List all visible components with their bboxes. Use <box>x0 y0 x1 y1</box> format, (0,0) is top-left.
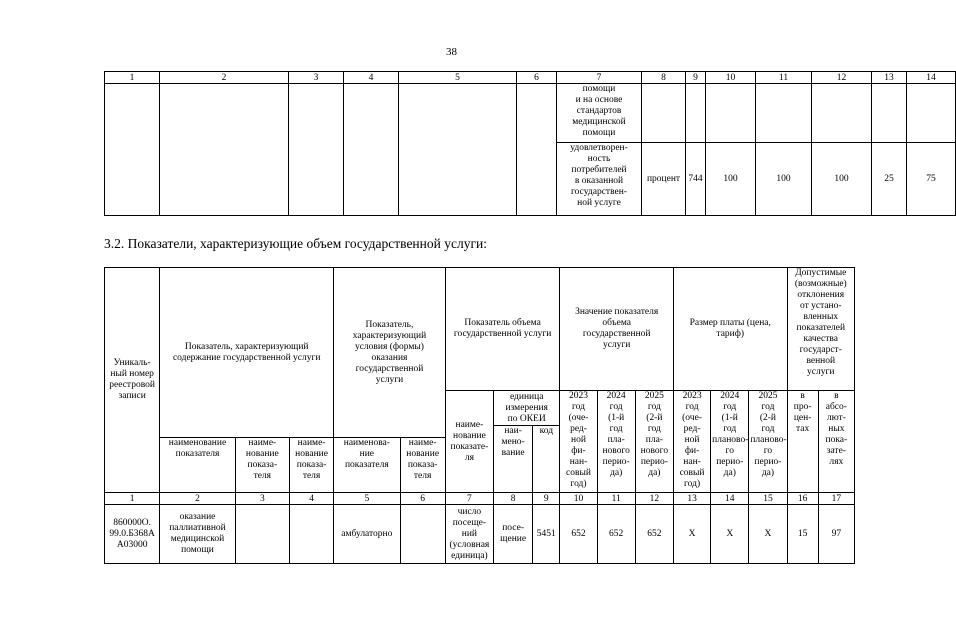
col-number: 10 <box>560 493 597 505</box>
col-number: 13 <box>673 493 710 505</box>
col-number: 10 <box>706 72 756 84</box>
header-fee-size: Размер платы (цена, тариф) <box>673 268 787 391</box>
header-content-indicator: Показатель, характеризующий содержание государственной услуги <box>160 268 334 438</box>
col-number: 3 <box>235 493 289 505</box>
col-number: 7 <box>445 493 493 505</box>
indicator-name-cell: число посеще- ний (условная единица) <box>445 505 493 564</box>
indicator-name-cell: удовлетворен- ность потребителей в оказанной государствен- ной услуге <box>557 143 642 216</box>
col-number: 4 <box>344 72 399 84</box>
okei-code-cell: 744 <box>686 143 706 216</box>
header-condition-name-2: наиме- нование показа- теля <box>400 438 445 493</box>
col-number: 11 <box>597 493 635 505</box>
header-content-name-2: наиме- нование показа- теля <box>235 438 289 493</box>
header-condition-name-1: наименова- ние показателя <box>334 438 400 493</box>
header-volume-indicator: Показатель объема государственной услуги <box>445 268 560 391</box>
value-cell: 100 <box>756 143 812 216</box>
quality-indicators-table <box>104 71 956 216</box>
col-number: 17 <box>818 493 854 505</box>
col-number: 1 <box>105 72 160 84</box>
header-year-2025: 2025 год (2-й год пла- нового перио- да) <box>635 391 673 493</box>
header-indicator-value: Значение показателя объема государственной услуги <box>560 268 674 391</box>
condition-name-cell: амбулаторно <box>334 505 400 564</box>
page-number: 38 <box>446 46 457 58</box>
fee-cell: Х <box>749 505 787 564</box>
content-name-cell: оказание паллиативной медицинской помощи <box>160 505 235 564</box>
col-number: 12 <box>635 493 673 505</box>
header-deviation-absolute: в абсо- лют- ных пока- зате- лях <box>818 391 854 493</box>
fee-cell: Х <box>673 505 710 564</box>
col-number: 16 <box>787 493 818 505</box>
col-number: 3 <box>289 72 344 84</box>
col-number: 6 <box>517 72 557 84</box>
header-year-2023: 2023 год (оче- ред- ной фи- нан- совый год) <box>560 391 597 493</box>
table-row <box>105 505 855 564</box>
col-number: 8 <box>642 72 686 84</box>
table-row <box>105 84 956 143</box>
col-number: 9 <box>686 72 706 84</box>
col-number: 4 <box>289 493 333 505</box>
header-unit-okei: единица измерения по ОКЕИ <box>494 391 560 426</box>
value-cell: 100 <box>812 143 872 216</box>
condition-name-cell <box>400 505 445 564</box>
col-number: 8 <box>494 493 533 505</box>
fee-cell: Х <box>711 505 749 564</box>
section-heading: 3.2. Показатели, характеризующие объем государственной услуги: <box>104 236 487 251</box>
deviation-cell: 75 <box>907 143 956 216</box>
header-deviation-percent: в про- цен- тах <box>787 391 818 493</box>
deviation-cell: 25 <box>872 143 907 216</box>
col-number: 15 <box>749 493 787 505</box>
header-registry-number: Уникаль- ный номер реестровой записи <box>105 268 160 493</box>
col-number: 7 <box>557 72 642 84</box>
col-number: 6 <box>400 493 445 505</box>
content-name-cell <box>289 505 333 564</box>
header-allowed-deviations: Допустимые (возможные) отклонения от устано- вленных показателей качества государст- венной услуги <box>787 268 854 391</box>
content-name-cell <box>235 505 289 564</box>
column-number-row <box>105 493 855 505</box>
header-content-name-3: наиме- нование показа- теля <box>289 438 333 493</box>
unit-name-cell: посе- щение <box>494 505 533 564</box>
col-number: 14 <box>907 72 956 84</box>
deviation-cell: 15 <box>787 505 818 564</box>
header-conditions-indicator: Показатель, характеризующий условия (формы) оказания государственной услуги <box>334 268 446 438</box>
header-fee-year-2024: 2024 год (1-й год планово- го перио- да) <box>711 391 749 493</box>
header-indicator-name: наиме- нование показате- ля <box>445 391 493 493</box>
header-year-2024: 2024 год (1-й год пла- нового перио- да) <box>597 391 635 493</box>
deviation-cell: 97 <box>818 505 854 564</box>
header-unit-code: код <box>533 426 560 493</box>
value-cell: 652 <box>635 505 673 564</box>
volume-indicators-table <box>104 267 855 564</box>
unit-code-cell: 5451 <box>533 505 560 564</box>
column-number-row <box>105 72 956 84</box>
registry-number-cell: 860000О. 99.0.Б368А А03000 <box>105 505 160 564</box>
col-number: 2 <box>160 72 289 84</box>
col-number: 5 <box>334 493 400 505</box>
unit-cell: процент <box>642 143 686 216</box>
col-number: 9 <box>533 493 560 505</box>
value-cell: 652 <box>597 505 635 564</box>
col-number: 13 <box>872 72 907 84</box>
col-number: 12 <box>812 72 872 84</box>
value-cell: 100 <box>706 143 756 216</box>
col-number: 11 <box>756 72 812 84</box>
header-content-name-1: наименование показателя <box>160 438 235 493</box>
header-fee-year-2025: 2025 год (2-й год планово- го перио- да) <box>749 391 787 493</box>
value-cell: 652 <box>560 505 597 564</box>
col-number: 2 <box>160 493 235 505</box>
col-number: 5 <box>399 72 517 84</box>
indicator-name-cell: помощи и на основе стандартов медицинской помощи <box>557 84 642 143</box>
col-number: 1 <box>105 493 160 505</box>
header-unit-name: наи- мено- вание <box>494 426 533 493</box>
header-fee-year-2023: 2023 год (оче- ред- ной фи- нан- совый год) <box>673 391 710 493</box>
col-number: 14 <box>711 493 749 505</box>
